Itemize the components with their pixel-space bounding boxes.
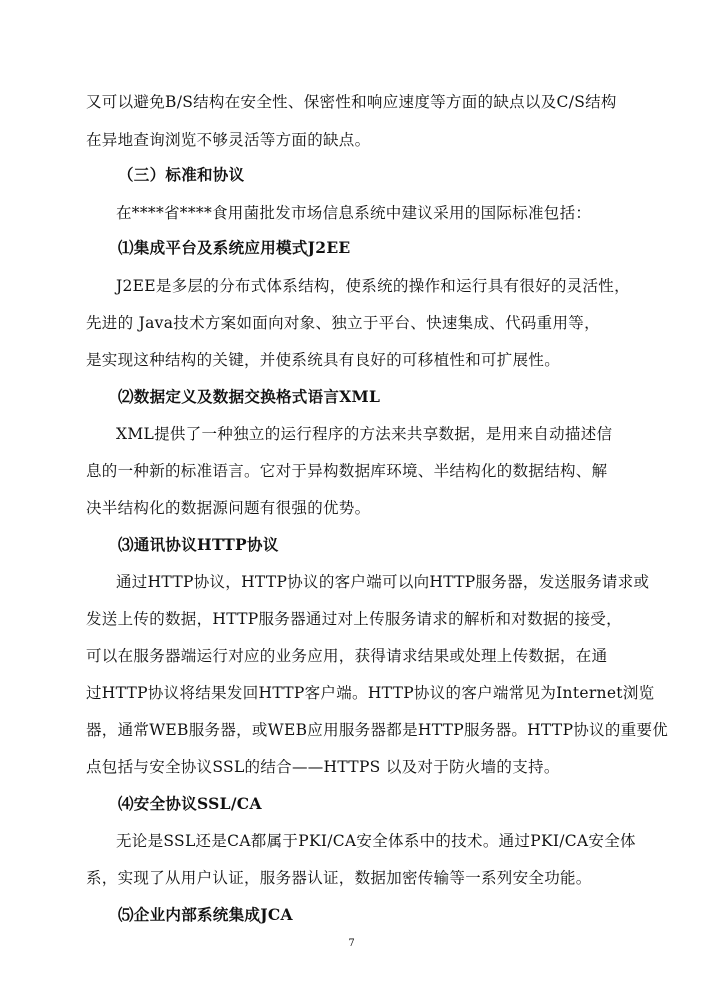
paragraph-line: 在异地查询浏览不够灵活等方面的缺点。	[86, 131, 371, 149]
subsection-heading-http: ⑶通讯协议HTTP协议	[118, 535, 279, 554]
paragraph-line: 系，实现了从用户认证，服务器认证，数据加密传输等一系列安全功能。	[86, 869, 592, 887]
paragraph-line: 器，通常WEB服务器，或WEB应用服务器都是HTTP服务器。HTTP协议的重要优	[86, 721, 669, 739]
paragraph-line: 发送上传的数据，HTTP服务器通过对上传服务请求的解析和对数据的接受，	[86, 610, 622, 628]
paragraph-line: 决半结构化的数据源问题有很强的优势。	[86, 499, 371, 517]
subsection-heading-j2ee: ⑴集成平台及系统应用模式J2EE	[118, 238, 351, 257]
paragraph-line: J2EE是多层的分布式体系结构，使系统的操作和运行具有很好的灵活性，	[116, 277, 630, 295]
paragraph-line: 点包括与安全协议SSL的结合——HTTPS 以及对于防火墙的支持。	[86, 758, 560, 776]
paragraph-line: 过HTTP协议将结果发回HTTP客户端。HTTP协议的客户端常见为Internet浏览	[86, 684, 655, 702]
subsection-heading-xml: ⑵数据定义及数据交换格式语言XML	[118, 387, 381, 406]
paragraph-line: 又可以避免B/S结构在安全性、保密性和响应速度等方面的缺点以及C/S结构	[86, 93, 617, 111]
subsection-heading-jca: ⑸企业内部系统集成JCA	[118, 905, 293, 924]
paragraph-line: 息的一种新的标准语言。它对于异构数据库环境、半结构化的数据结构、解	[86, 462, 608, 480]
paragraph-line: XML提供了一种独立的运行程序的方法来共享数据，是用来自动描述信	[116, 425, 613, 443]
paragraph-line: 通过HTTP协议，HTTP协议的客户端可以向HTTP服务器，发送服务请求或	[116, 573, 650, 591]
section-heading: （三）标准和协议	[118, 165, 245, 184]
paragraph-line: 先进的 Java技术方案如面向对象、独立于平台、快速集成、代码重用等，	[86, 314, 600, 332]
paragraph-line: 无论是SSL还是CA都属于PKI/CA安全体系中的技术。通过PKI/CA安全体	[116, 832, 636, 850]
subsection-heading-ssl: ⑷安全协议SSL/CA	[118, 794, 262, 813]
intro-line: 在****省****食用菌批发市场信息系统中建议采用的国际标准包括：	[116, 204, 592, 222]
paragraph-line: 可以在服务器端运行对应的业务应用，获得请求结果或处理上传数据，在通	[86, 647, 608, 665]
page-number: 7	[348, 938, 355, 949]
paragraph-line: 是实现这种结构的关键，并使系统具有良好的可移植性和可扩展性。	[86, 351, 561, 369]
